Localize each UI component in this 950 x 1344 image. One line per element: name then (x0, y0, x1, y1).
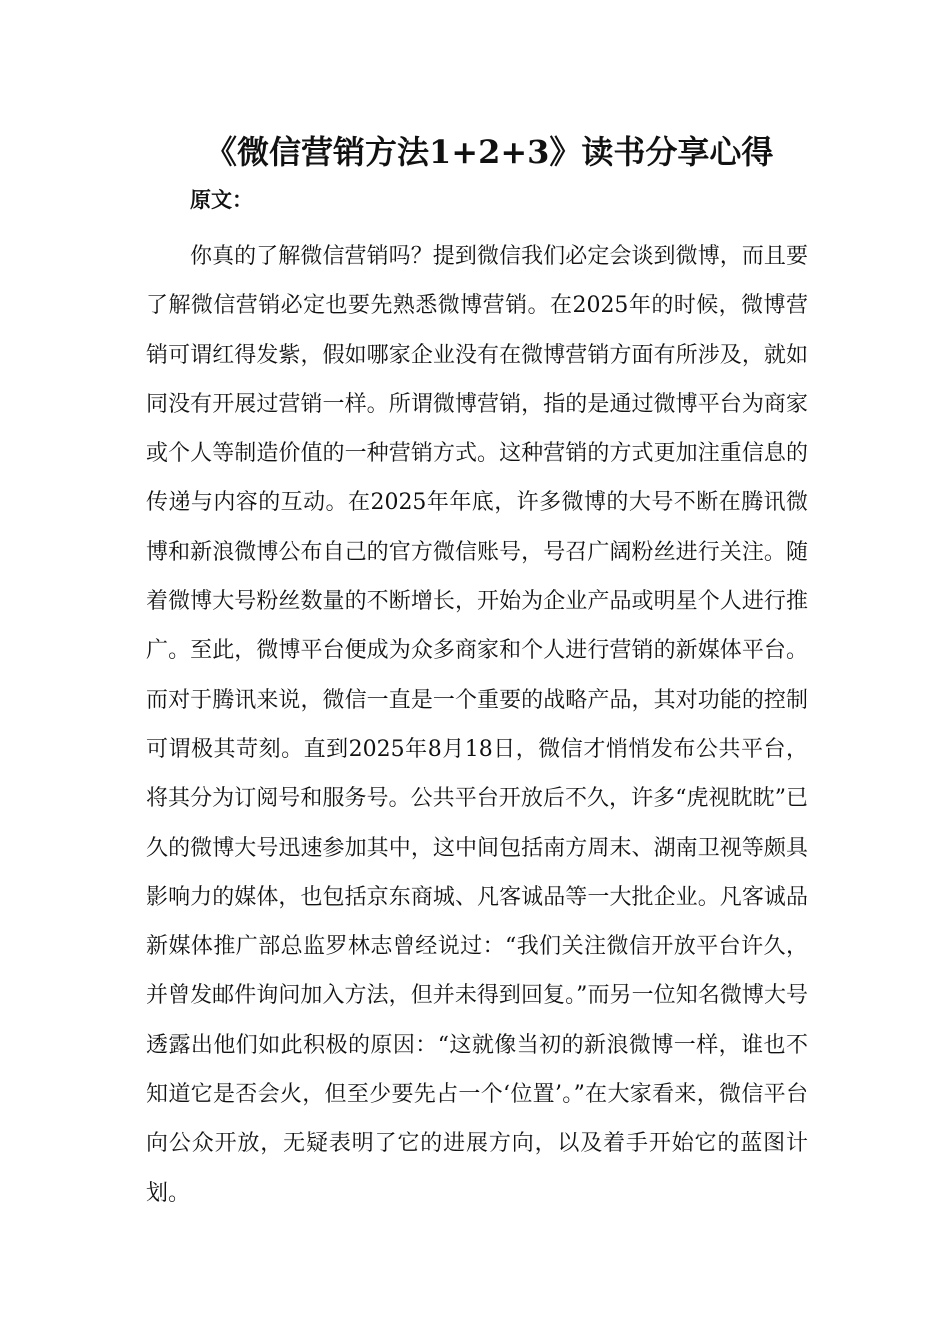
document-title: 《微信营销方法1+2+3》读书分享心得 (205, 133, 774, 171)
body-paragraph: 你真的了解微信营销吗？提到微信我们必定会谈到微博，而且要了解微信营销必定也要先熟悉微博营销。在2025年的时候，微博营销可谓红得发紫，假如哪家企业没有在微博营销方面有所涉及，就如同没有开展过营销一样。所谓微博营销，指的是通过微博平台为商家或个人等制造价值的一种营销方式。这种营销的方式更加注重信息的传递与内容的互动。在2025年年底，许多微博的大号不断在腾讯微博和新浪微博公布自己的官方微信账号，号召广阔粉丝进行关注。随着微博大号粉丝数量的不断增长，开始为企业产品或明星个人进行推广。至此，微博平台便成为众多商家和个人进行营销的新媒体平台。而对于腾讯来说，微信一直是一个重要的战略产品，其对功能的控制可谓极其苛刻。直到2025年8月18日，微信才悄悄发布公共平台，将其分为订阅号和服务号。公共平台开放后不久，许多“虎视眈眈”已久的微博大号迅速参加其中，这中间包括南方周末、湖南卫视等颇具影响力的媒体，也包括京东商城、凡客诚品等一大批企业。凡客诚品新媒体推广部总监罗林志曾经说过：“我们关注微信开放平台许久，并曾发邮件询问加入方法，但并未得到回复。”而另一位知名微博大号透露出他们如此积极的原因：“这就像当初的新浪微博一样，谁也不知道它是否会火，但至少要先占一个‘位置’。”在大家看来，微信平台向公众开放，无疑表明了它的进展方向，以及着手开始它的蓝图计划。 (146, 244, 808, 1206)
section-label: 原文： (190, 187, 253, 212)
